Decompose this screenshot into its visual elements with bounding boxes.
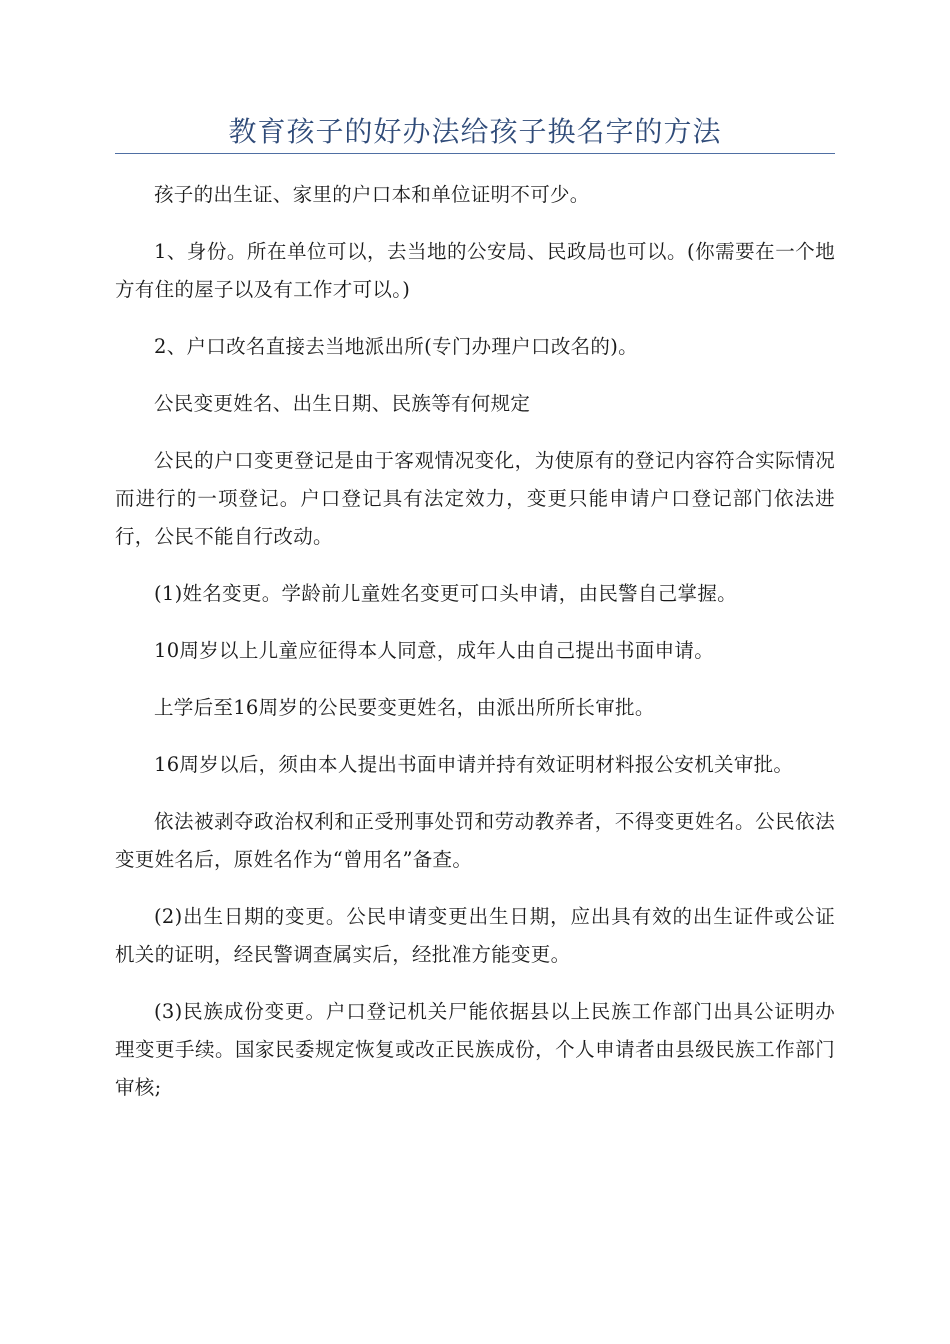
paragraph-8: 上学后至16周岁的公民要变更姓名，由派出所所长审批。 [154, 696, 655, 719]
paragraph-5: 公民的户口变更登记是由于客观情况变化，为使原有的登记内容符合实际情况而进行的一项登记。户口登记具有法定效力，变更只能申请户口登记部门依法进行，公民不能自行改动。 [115, 449, 835, 548]
document-body [115, 176, 835, 1126]
paragraph-10: 依法被剥夺政治权利和正受刑事处罚和劳动教养者，不得变更姓名。公民依法变更姓名后，原姓名作为“曾用名”备查。 [115, 810, 835, 871]
paragraph-3: 2、户口改名直接去当地派出所(专门办理户口改名的)。 [154, 335, 638, 358]
paragraph-2: 1、身份。所在单位可以，去当地的公安局、民政局也可以。(你需要在一个地方有住的屋子以及有工作才可以。) [115, 240, 835, 301]
paragraph-1: 孩子的出生证、家里的户口本和单位证明不可少。 [154, 183, 590, 206]
document-title: 教育孩子的好办法给孩子换名字的方法 [228, 115, 722, 148]
paragraph-9: 16周岁以后，须由本人提出书面申请并持有效证明材料报公安机关审批。 [154, 753, 794, 776]
section-heading: 公民变更姓名、出生日期、民族等有何规定 [154, 392, 531, 415]
paragraph-6: (1)姓名变更。学龄前儿童姓名变更可口头申请，由民警自己掌握。 [154, 582, 737, 605]
paragraph-7: 10周岁以上儿童应征得本人同意，成年人由自己提出书面申请。 [154, 639, 715, 662]
paragraph-12: (3)民族成份变更。户口登记机关尸能依据县以上民族工作部门出具公证明办理变更手续。国家民委规定恢复或改正民族成份，个人申请者由县级民族工作部门审核; [115, 1000, 835, 1099]
title-underline [115, 153, 835, 154]
paragraph-11: (2)出生日期的变更。公民申请变更出生日期，应出具有效的出生证件或公证机关的证明，经民警调查属实后，经批准方能变更。 [115, 905, 835, 966]
